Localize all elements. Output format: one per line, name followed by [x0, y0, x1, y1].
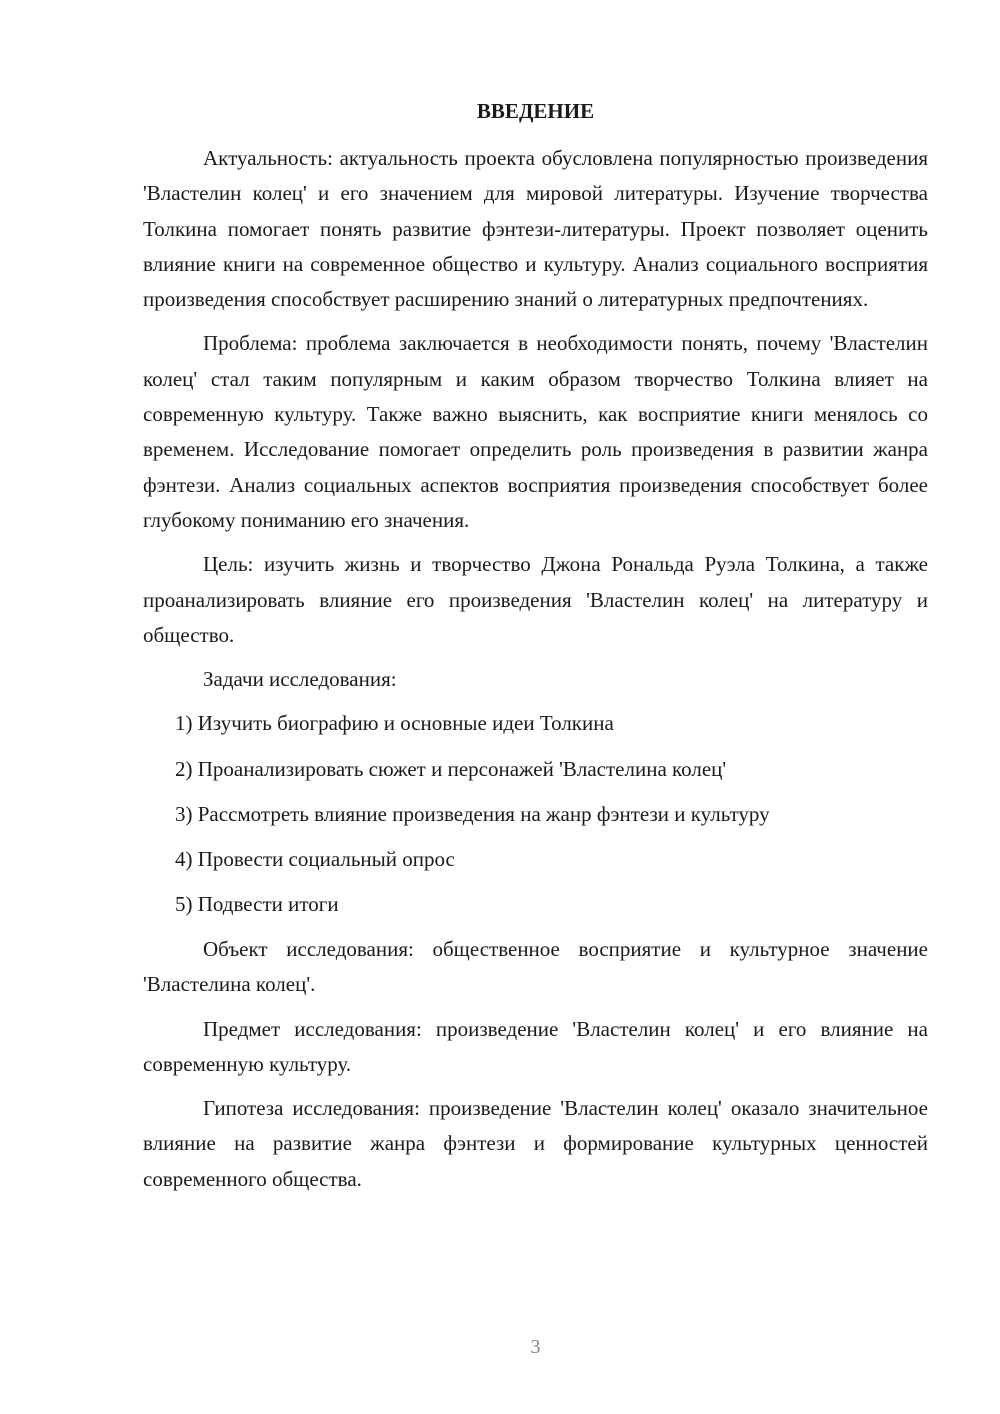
goal-paragraph: Цель: изучить жизнь и творчество Джона Рональда Руэла Толкина, а также проанализировать влияние его произведения 'Властелин колец' на литературу и общество. — [143, 552, 928, 647]
task-item: 1) Изучить биографию и основные идеи Толкина — [175, 711, 614, 736]
relevance-paragraph: Актуальность: актуальность проекта обусловлена популярностью произведения 'Властелин колец' и его значением для мировой литературы. Изучение творчества Толкина помогает понять развитие фэнтези-литературы. Проект позволяет оценить влияние книги на современное общество и культуру. Анализ социального восприятия произведения способствует расширению знаний о литературных предпочтениях. — [143, 146, 928, 312]
task-item: 4) Провести социальный опрос — [175, 846, 455, 871]
document-body — [143, 141, 928, 1206]
problem-paragraph: Проблема: проблема заключается в необходимости понять, почему 'Властелин колец' стал таким популярным и каким образом творчество Толкина влияет на современную культуру. Также важно выяснить, как восприятие книги менялось со временем. Исследование помогает определить роль произведения в развитии жанра фэнтези. Анализ социальных аспектов восприятия произведения способствует более глубокому пониманию его значения. — [143, 331, 928, 532]
task-item: 2) Проанализировать сюжет и персонажей 'Властелина колец' — [175, 756, 727, 781]
subject-paragraph: Предмет исследования: произведение 'Властелин колец' и его влияние на современную культуру. — [143, 1016, 928, 1076]
page-title: ВВЕДЕНИЕ — [476, 99, 595, 123]
object-paragraph: Объект исследования: общественное восприятие и культурное значение 'Властелина колец'. — [143, 936, 928, 997]
document-page — [143, 0, 928, 1414]
tasks-title: Задачи исследования: — [203, 667, 397, 692]
hypothesis-paragraph: Гипотеза исследования: произведение 'Властелин колец' оказало значительное влияние на развитие жанра фэнтези и формирование культурных ценностей современного общества. — [143, 1096, 928, 1191]
page-number: 3 — [530, 1336, 541, 1358]
task-item: 5) Подвести итоги — [175, 891, 339, 916]
task-item: 3) Рассмотреть влияние произведения на жанр фэнтези и культуру — [175, 801, 770, 826]
